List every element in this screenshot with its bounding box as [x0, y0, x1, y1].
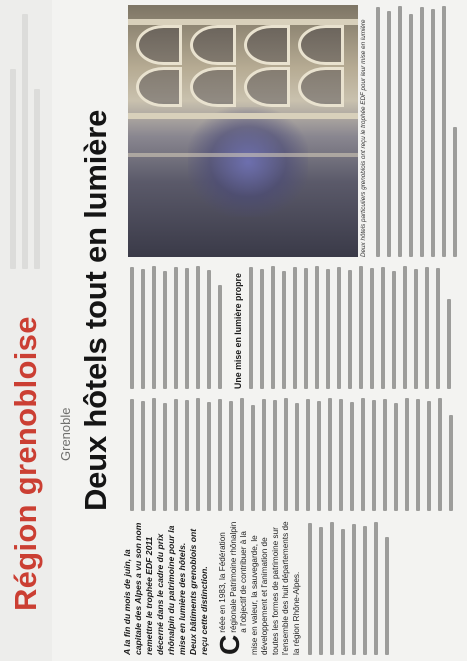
article-headline: Deux hôtels tout en lumière: [78, 109, 113, 511]
middle-column: [128, 397, 461, 511]
lead-column: [122, 521, 402, 655]
faded-text-block: [4, 4, 48, 269]
photo-caption: Deux hôtels particuliers grenoblois ont reçu le trophée EDF pour leur mise en lumière: [360, 19, 367, 257]
article-city: Grenoble: [58, 407, 73, 461]
section-header: [0, 0, 52, 661]
third-column-top: [128, 265, 228, 389]
lead-paragraph: A la fin du mois de juin, la capitale des Alpes a vu son nom remettre le trophée EDF 2011 décerné dans le cadre du prix rhônalpin du patrimoine pour la mise en lumière des hôtels. Deux bâtiments grenoblois ont reçu cette distinction.: [122, 522, 209, 655]
drop-cap: C: [214, 634, 245, 655]
body-paragraph-first: [214, 521, 302, 655]
body-paragraph-text: réée en 1983, la Fédération régionale Patrimoine rhônalpin a l'objectif de contribuer à la mise en valeur, la sauvegarde, le développement et l'animation de toutes les formes de patrimoine sur l'ensemble des huit départements de la région Rhône-Alpes.: [218, 521, 301, 655]
region-title: Région grenobloise: [8, 316, 43, 611]
photo-column-text: [374, 5, 462, 257]
article-photo: [128, 5, 358, 257]
subheading-body: [247, 265, 461, 389]
subheading: Une mise en lumière propre: [233, 273, 243, 389]
body-paragraph-continued: [302, 521, 402, 655]
